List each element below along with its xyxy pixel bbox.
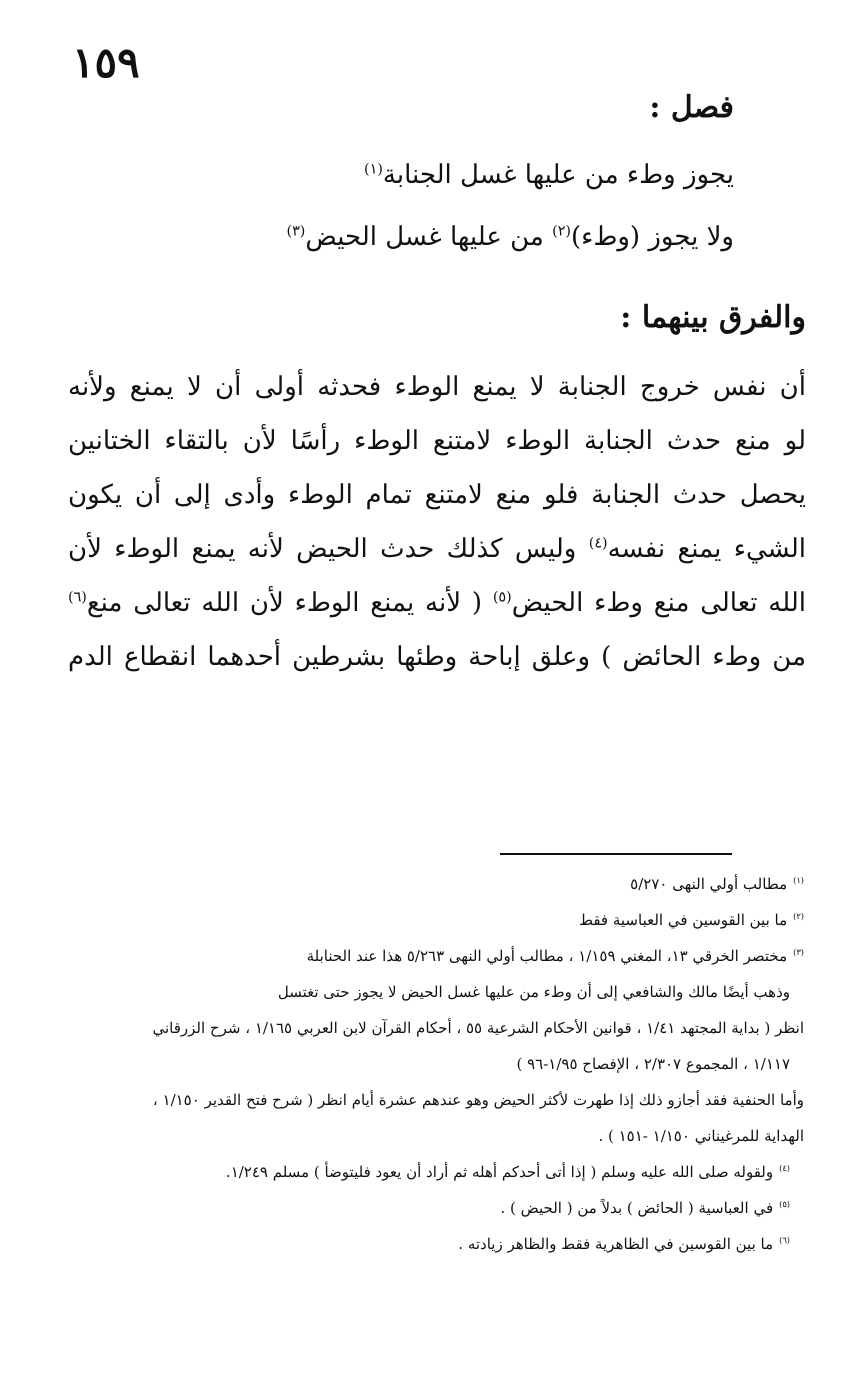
footnote-ref[interactable]: (٢) — [552, 223, 571, 240]
footnote-mark: (٥) — [779, 1199, 790, 1209]
footnote-5 — [40, 1190, 804, 1226]
footnote-mark: (٢) — [793, 911, 804, 921]
footnote-mark: (٦) — [779, 1235, 790, 1245]
paragraph-line — [68, 522, 806, 576]
footnote-text: ما بين القوسين في الظاهرية فقط والظاهر زيادته . — [458, 1235, 774, 1253]
paragraph-text: وليس كذلك حدث الحيض لأنه يمنع الوطء لأن — [68, 534, 589, 564]
footnote-ref[interactable]: (٥) — [492, 589, 512, 606]
paragraph-line: يحصل حدث الجنابة فلو منع لامتنع تمام الوطء وأدى إلى أن يكون — [68, 480, 806, 510]
paragraph-text: ( لأنه يمنع الوطء لأن الله تعالى منع — [86, 588, 493, 618]
footnote-2 — [40, 902, 804, 938]
footnote-3-continued: انظر ( بداية المجتهد ١/٤١ ، قوانين الأحكام الشرعية ٥٥ ، أحكام القرآن لابن العربي ١/١٦٥ ، شرح الزرقاني — [152, 1019, 804, 1037]
footnote-ref[interactable]: (٦) — [68, 589, 87, 606]
rule-text: ولا يجوز (وطء) — [570, 222, 734, 252]
footnote-ref[interactable]: (٤) — [588, 535, 608, 552]
footnote-divider — [500, 853, 732, 855]
footnote-4 — [40, 1154, 804, 1190]
footnote-3-continued: وأما الحنفية فقد أجازو ذلك إذا طهرت لأكثر الحيض وهو عندهم عشرة أيام انظر ( شرح فتح القدير ١/١٥٠ ، — [152, 1091, 804, 1109]
footnote-text: ولقوله صلى الله عليه وسلم ( إذا أتى أحدكم أهله ثم أراد أن يعود فليتوضأ ) مسلم ١/٢٤٩. — [225, 1163, 774, 1181]
paragraph-line — [68, 576, 806, 630]
footnote-mark: (١) — [793, 875, 804, 885]
footnote-mark: (٣) — [793, 947, 804, 957]
footnotes — [40, 866, 804, 1262]
paragraph-line: لو منع حدث الجنابة الوطء لامتنع الوطء رأسًا لأن بالتقاء الختانين — [68, 426, 806, 456]
main-paragraph — [68, 360, 806, 684]
paragraph-line: أن نفس خروج الجنابة لا يمنع الوطء فحدثه أولى أن لا يمنع ولأنه — [68, 372, 806, 402]
rule-line-forbidden — [287, 222, 735, 252]
footnote-ref[interactable]: (١) — [364, 161, 383, 178]
rule-text: يجوز وطء من عليها غسل الجنابة — [382, 160, 734, 190]
footnote-text: مختصر الخرقي ١٣، المغني ١/١٥٩ ، مطالب أولي النهى ٥/٢٦٣ هذا عند الحنابلة — [306, 947, 788, 965]
paragraph-line: من وطء الحائض ) وعلق إباحة وطئها بشرطين أحدهما انقطاع الدم — [68, 642, 806, 672]
footnote-3 — [40, 938, 804, 974]
section-heading: فصل : — [649, 90, 734, 125]
rule-line-permitted — [364, 160, 734, 190]
footnote-ref[interactable]: (٣) — [286, 223, 306, 240]
footnote-text: مطالب أولي النهى ٥/٢٧٠ — [630, 875, 788, 893]
page-number: ١٥٩ — [72, 38, 140, 87]
footnote-1 — [40, 866, 804, 902]
footnote-mark: (٤) — [779, 1163, 790, 1173]
footnote-3-continued: الهداية للمرغيناني ١/١٥٠ -١٥١ ) . — [598, 1127, 804, 1145]
footnote-3-continued: ١/١١٧ ، المجموع ٢/٣٠٧ ، الإفصاح ١/٩٥-٩٦ ) — [516, 1055, 790, 1073]
difference-heading: والفرق بينهما : — [620, 300, 806, 335]
rule-text: من عليها غسل الحيض — [305, 222, 553, 252]
paragraph-text: الشيء يمنع نفسه — [607, 534, 806, 564]
footnote-6 — [40, 1226, 804, 1262]
paragraph-text: الله تعالى منع وطء الحيض — [511, 588, 806, 618]
footnote-text: ما بين القوسين في العباسية فقط — [579, 911, 788, 929]
footnote-3-continued: وذهب أيضًا مالك والشافعي إلى أن وطء من عليها غسل الحيض لا يجوز حتى تغتسل — [277, 983, 790, 1001]
footnote-text: في العباسية ( الحائض ) بدلاً من ( الحيض ) . — [500, 1199, 774, 1217]
